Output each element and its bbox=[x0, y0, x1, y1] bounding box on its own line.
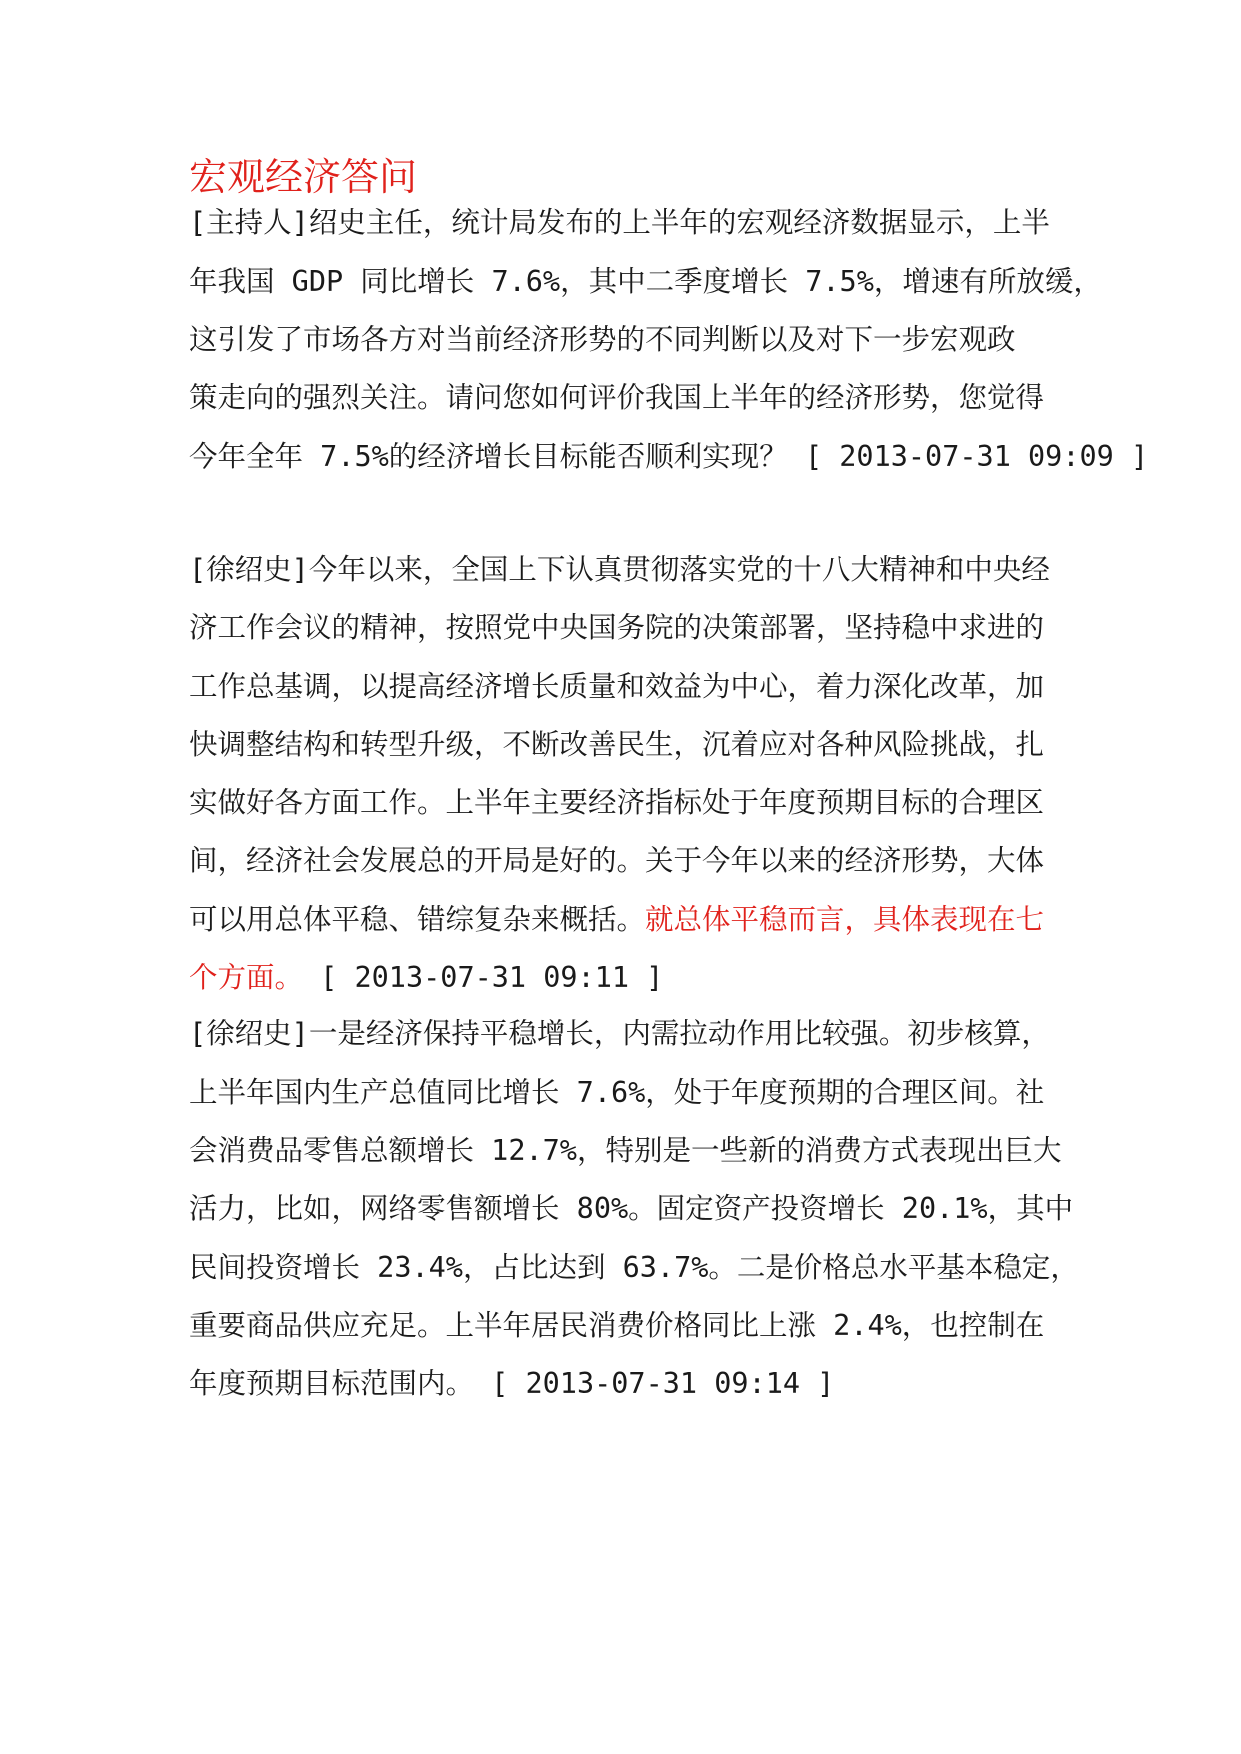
paragraph-line: 活力，比如，网络零售额增长 80%。固定资产投资增长 20.1%，其中 bbox=[189, 1192, 1074, 1225]
highlighted-text: 就总体平稳而言，具体表现在七 bbox=[645, 903, 1045, 936]
paragraph-line: [主持人]绍史主任，统计局发布的上半年的宏观经济数据显示，上半 bbox=[189, 206, 1050, 239]
paragraph-line: 上半年国内生产总值同比增长 7.6%，处于年度预期的合理区间。社 bbox=[189, 1076, 1045, 1109]
paragraph-line: 济工作会议的精神，按照党中央国务院的决策部署，坚持稳中求进的 bbox=[189, 611, 1045, 644]
paragraph-line: 间，经济社会发展总的开局是好的。关于今年以来的经济形势，大体 bbox=[189, 844, 1045, 877]
paragraph-line: 年我国 GDP 同比增长 7.6%，其中二季度增长 7.5%，增速有所放缓， bbox=[189, 265, 1102, 298]
paragraph-line: 这引发了市场各方对当前经济形势的不同判断以及对下一步宏观政 bbox=[189, 323, 1016, 356]
paragraph-text: 可以用总体平稳、错综复杂来概括。 bbox=[189, 903, 646, 936]
paragraph-line: 工作总基调，以提高经济增长质量和效益为中心，着力深化改革，加 bbox=[189, 670, 1045, 703]
paragraph-line: 实做好各方面工作。上半年主要经济指标处于年度预期目标的合理区 bbox=[189, 786, 1045, 819]
paragraph-line bbox=[189, 961, 1069, 994]
paragraph-line: 年度预期目标范围内。 [ 2013-07-31 09:14 ] bbox=[189, 1367, 835, 1400]
timestamp: [ 2013-07-31 09:11 ] bbox=[303, 961, 664, 994]
paragraph-line: 重要商品供应充足。上半年居民消费价格同比上涨 2.4%，也控制在 bbox=[189, 1309, 1045, 1342]
highlighted-text: 个方面。 bbox=[189, 961, 304, 994]
paragraph-line: 会消费品零售总额增长 12.7%，特别是一些新的消费方式表现出巨大 bbox=[189, 1134, 1062, 1167]
paragraph-line: 策走向的强烈关注。请问您如何评价我国上半年的经济形势，您觉得 bbox=[189, 381, 1045, 414]
paragraph-line: 今年全年 7.5%的经济增长目标能否顺利实现？ [ 2013-07-31 09:09 ] bbox=[189, 440, 1149, 473]
paragraph-line bbox=[189, 903, 1069, 936]
paragraph-line: [徐绍史]今年以来，全国上下认真贯彻落实党的十八大精神和中央经 bbox=[189, 553, 1050, 586]
document-title: 宏观经济答问 bbox=[189, 155, 418, 199]
paragraph-line: [徐绍史]一是经济保持平稳增长，内需拉动作用比较强。初步核算， bbox=[189, 1017, 1050, 1050]
paragraph-line: 民间投资增长 23.4%，占比达到 63.7%。二是价格总水平基本稳定， bbox=[189, 1251, 1079, 1284]
paragraph-line: 快调整结构和转型升级，不断改善民生，沉着应对各种风险挑战，扎 bbox=[189, 728, 1045, 761]
